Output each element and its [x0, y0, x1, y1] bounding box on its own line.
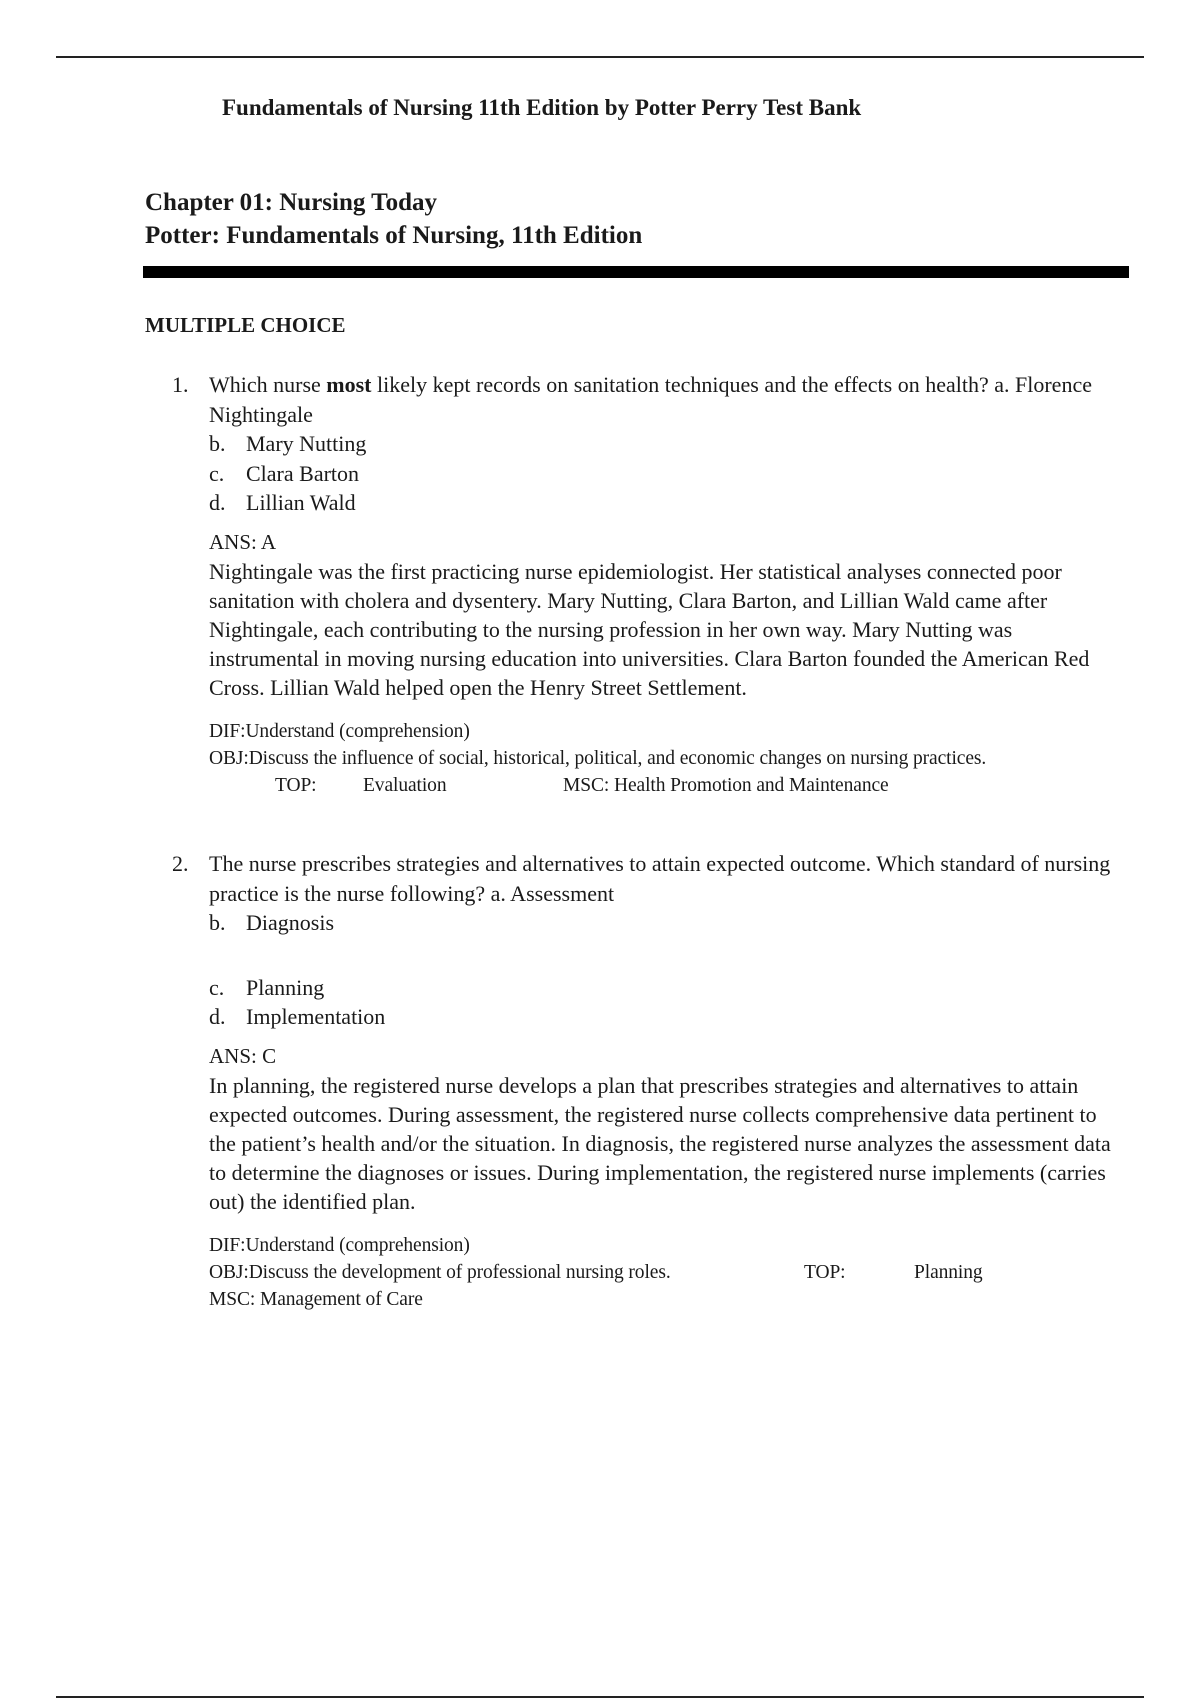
topic-value: Planning: [914, 1262, 983, 1283]
document-title: Fundamentals of Nursing 11th Edition by Potter Perry Test Bank: [222, 95, 862, 120]
msc-category: MSC: Health Promotion and Maintenance: [563, 775, 889, 796]
topic-row: [209, 772, 1122, 799]
question-stem: [209, 370, 1122, 429]
question-2: [172, 849, 1122, 1313]
question-1: [172, 370, 1122, 799]
heading-divider: [143, 266, 1129, 278]
bottom-rule: [56, 1696, 1144, 1698]
answer-option: [172, 908, 1122, 938]
objective-topic-row: [209, 1259, 1122, 1286]
question-metadata: [172, 718, 1122, 799]
section-heading: MULTIPLE CHOICE: [145, 313, 346, 337]
option-letter: b.: [209, 431, 226, 456]
option-text: Diagnosis: [246, 910, 334, 935]
difficulty: DIF:Understand (comprehension): [209, 721, 470, 742]
topic-label: TOP:: [275, 775, 317, 796]
option-text: Implementation: [246, 1004, 386, 1029]
stem-emphasis: most: [326, 372, 372, 397]
answer-key: ANS: A: [209, 529, 277, 554]
answer-option: [172, 429, 1122, 459]
option-letter: c.: [209, 974, 225, 1000]
option-letter: d.: [209, 490, 226, 515]
answer-option: [172, 973, 1122, 1003]
option-letter: b.: [209, 910, 226, 935]
stem-text: likely kept records on sanitation techniques and the effects on health? a. Florence Nightingale: [209, 372, 1092, 427]
option-text: Planning: [246, 974, 325, 1000]
spacer: [172, 938, 1122, 973]
chapter-title: Chapter 01: Nursing Today: [145, 189, 437, 216]
difficulty: DIF:Understand (comprehension): [209, 1235, 470, 1256]
rationale: Nightingale was the first practicing nurse epidemiologist. Her statistical analyses connected poor sanitation with cholera and dysentery. Mary Nutting, Clara Barton, and Lillian Wald came after Nightingale, each contributing to the nursing profession in her own way. Mary Nutting was instrumental in moving nursing education into universities. Clara Barton founded the American Red Cross. Lillian Wald helped open the Henry Street Settlement.: [209, 559, 1090, 700]
option-text: Clara Barton: [246, 460, 360, 486]
answer-option: [172, 459, 1122, 489]
chapter-heading: [145, 186, 642, 252]
rationale: In planning, the registered nurse develops a plan that prescribes strategies and alternatives to attain expected outcomes. During assessment, the registered nurse collects comprehensive data pertinent to the patient’s health and/or the situation. In diagnosis, the registered nurse analyzes the assessment data to determine the diagnoses or issues. During implementation, the registered nurse implements (carries out) the identified plan.: [209, 1073, 1111, 1214]
option-text: Mary Nutting: [246, 431, 367, 456]
option-letter: d.: [209, 1004, 226, 1029]
objective: OBJ:Discuss the development of professional nursing roles.: [209, 1262, 671, 1283]
answer-option: [172, 488, 1122, 518]
top-rule: [56, 56, 1144, 58]
msc-category: MSC: Management of Care: [209, 1289, 423, 1310]
book-title: Potter: Fundamentals of Nursing, 11th Edition: [145, 222, 643, 249]
answer-key: ANS: C: [209, 1043, 277, 1068]
answer-option: [172, 1002, 1122, 1032]
question-metadata: [172, 1232, 1122, 1313]
objective: OBJ:Discuss the influence of social, historical, political, and economic changes on nursing practices.: [209, 748, 987, 769]
option-letter: c.: [209, 460, 225, 486]
option-text: Lillian Wald: [246, 490, 356, 515]
topic-label: TOP:: [804, 1262, 846, 1283]
question-number: 1.: [172, 372, 189, 397]
question-stem: The nurse prescribes strategies and alternatives to attain expected outcome. Which standard of nursing practice is the nurse following? a. Assessment: [209, 851, 1111, 906]
stem-text: Which nurse: [209, 372, 327, 397]
topic-value: Evaluation: [363, 775, 447, 796]
question-number: 2.: [172, 851, 189, 876]
